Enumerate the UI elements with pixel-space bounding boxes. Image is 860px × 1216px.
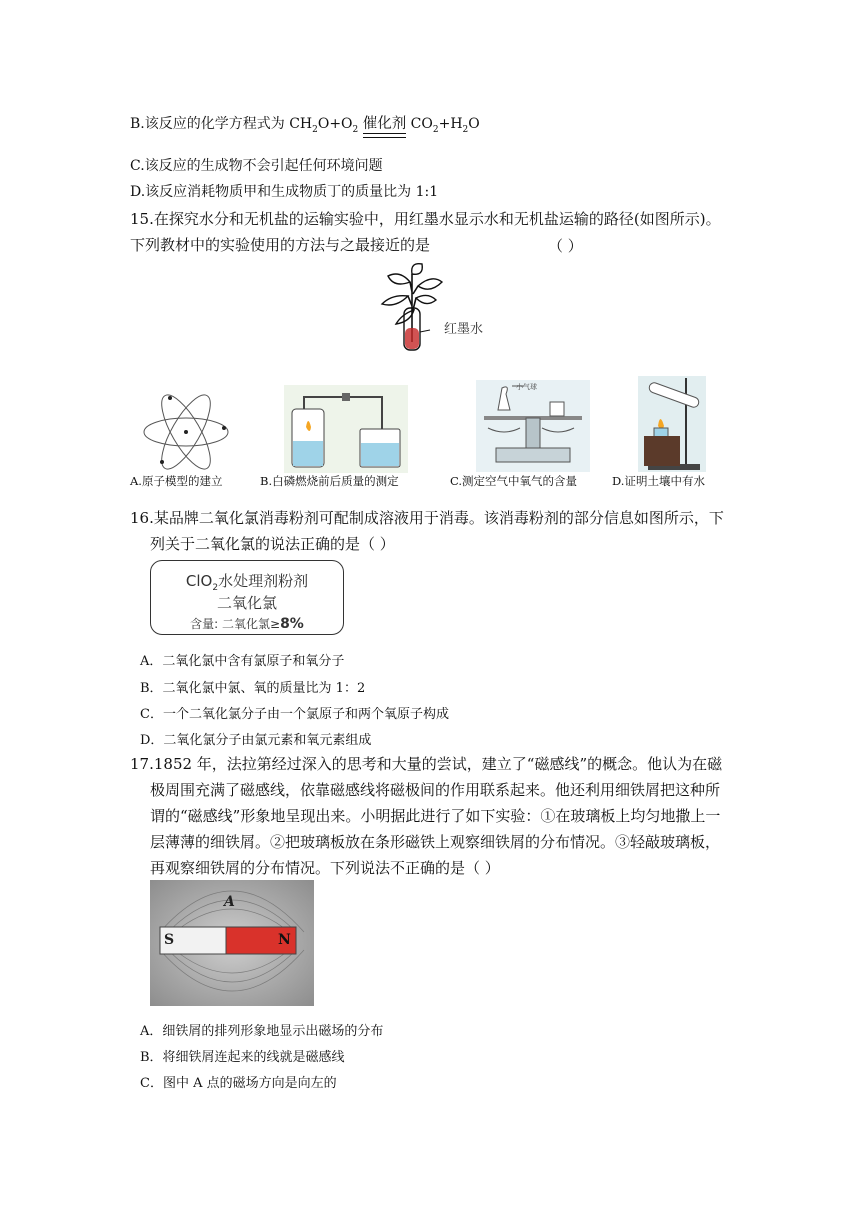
point-a-label: A xyxy=(224,894,235,910)
q17-option-c: C．图中 A 点的磁场方向是向左的 xyxy=(140,1076,337,1091)
q17-stem-line5: 再观察细铁屑的分布情况。下列说法不正确的是（ ） xyxy=(150,859,500,877)
catalyst-condition xyxy=(363,114,407,134)
label-line3 xyxy=(151,615,343,632)
q15-option-c-caption: C.测定空气中氧气的含量 xyxy=(450,474,578,488)
q17-stem-line3: 谓的“磁感线”形象地呈现出来。小明据此进行了如下实验：①在玻璃板上均匀地撒上一 xyxy=(150,807,721,825)
q14-b-text: O+O xyxy=(317,116,353,132)
q14-option-c: C.该反应的生成物不会引起任何环境问题 xyxy=(130,158,383,174)
sub: 2 xyxy=(212,583,219,593)
q14-b-text: CO xyxy=(406,116,433,132)
atom-model-image xyxy=(140,392,234,472)
q17-option-a: A．细铁屑的排列形象地显示出磁场的分布 xyxy=(140,1024,384,1039)
q14-b-text: +H xyxy=(438,116,463,132)
iron-filings-magnet-photo xyxy=(150,880,314,1006)
catalyst-label: 催化剂 xyxy=(362,116,407,132)
q15-stem-line1: 15.在探究水分和无机盐的运输实验中，用红墨水显示水和无机盐运输的路径(如图所示)。 xyxy=(130,210,721,228)
label-line2: 二氧化氯 xyxy=(216,594,277,612)
sub: 2 xyxy=(462,124,469,135)
q15-option-d-caption: D.证明土壤中有水 xyxy=(612,474,705,488)
q14-b-text: O xyxy=(468,116,480,132)
q14-option-b xyxy=(130,114,480,140)
sub: 2 xyxy=(352,124,359,135)
q15-answer-paren: （ ） xyxy=(548,237,583,255)
q17-option-b: B．将细铁屑连起来的线就是磁感线 xyxy=(140,1050,345,1065)
disinfectant-label-box xyxy=(150,560,344,635)
q14-option-d: D.该反应消耗物质甲和生成物质丁的质量比为 1:1 xyxy=(130,184,439,200)
q16-option-d: D．二氧化氯分子由氯元素和氧元素组成 xyxy=(140,733,372,748)
q17-stem-line1: 17.1852 年，法拉第经过深入的思考和大量的尝试，建立了“磁感线”的概念。他认为在磁 xyxy=(130,755,723,773)
content-value: 8% xyxy=(280,616,304,632)
white-phosphorus-apparatus-image xyxy=(284,385,408,473)
q16-stem-line1: 16.某品牌二氧化氯消毒粉剂可配制成溶液用于消毒。该消毒粉剂的部分信息如图所示，下 xyxy=(130,509,724,527)
formula: ClO xyxy=(185,572,213,590)
magnet-s-label: S xyxy=(164,932,175,948)
q17-stem-line4: 层薄薄的细铁屑。②把玻璃板放在条形磁铁上观察细铁屑的分布情况。③轻敲玻璃板， xyxy=(150,833,721,851)
balloon-label: 小气球 xyxy=(516,383,537,391)
q16-option-c: C．一个二氧化氯分子由一个氯原子和两个氧原子构成 xyxy=(140,707,449,722)
content-label: 含量: 二氧化氯≥ xyxy=(190,617,281,631)
q16-stem-line2: 列关于二氧化氯的说法正确的是（ ） xyxy=(150,535,395,553)
plant-in-red-ink-figure xyxy=(370,262,490,357)
q16-option-b: B．二氧化氯中氯、氧的质量比为 1：2 xyxy=(140,681,366,696)
label-line1 xyxy=(151,570,343,593)
sub: 2 xyxy=(432,124,439,135)
sub: 2 xyxy=(312,124,318,135)
label-text: 水处理剂粉剂 xyxy=(218,572,309,590)
red-ink-label: 红墨水 xyxy=(444,322,484,337)
q14-b-text: B.该反应的化学方程式为 CH xyxy=(130,116,313,132)
q17-stem-line2: 极周围充满了磁感线，依靠磁感线将磁极间的作用联系起来。他还利用细铁屑把这种所 xyxy=(150,781,721,799)
q16-option-a: A．二氧化氯中含有氯原子和氧分子 xyxy=(140,654,345,669)
air-oxygen-balance-image xyxy=(476,380,590,472)
q15-option-b-caption: B.白磷燃烧前后质量的测定 xyxy=(260,474,399,488)
magnet-n-label: N xyxy=(278,932,291,948)
q15-stem-line2: 下列教材中的实验使用的方法与之最接近的是 xyxy=(130,236,431,254)
soil-water-heating-image xyxy=(638,376,706,472)
q15-option-a-caption: A.原子模型的建立 xyxy=(130,474,223,488)
